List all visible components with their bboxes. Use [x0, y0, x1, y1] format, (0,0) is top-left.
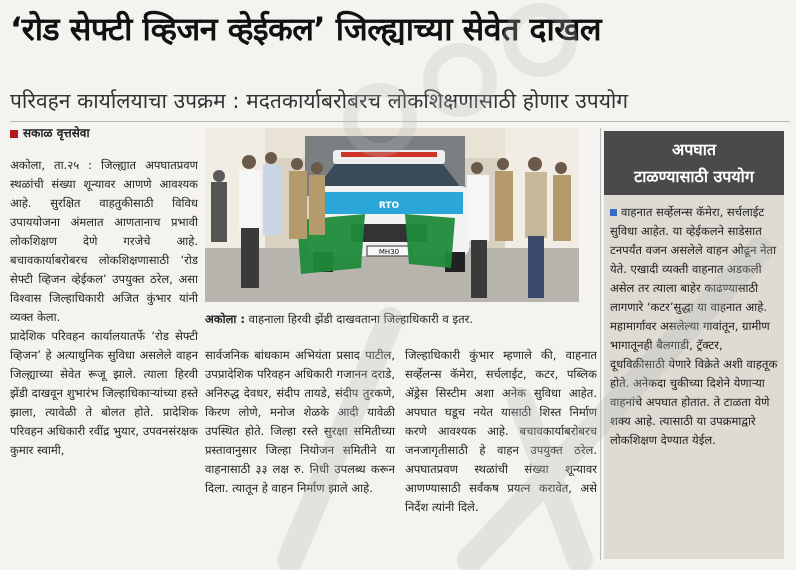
sidebar-title-line-1: अपघात	[671, 140, 717, 159]
article-paragraph: सार्वजनिक बांधकाम अभियंता प्रसाद पाटील, उपप्रादेशिक परिवहन अधिकारी गजानन दराडे, अनिरुद्ध देवधर, संदीप तायडे, संदीप तुरकणे, किरण लोणे, मनोज शेळके आदी यावेळी उपस्थित होते. जिल्हा रस्ते सुरक्षा समितीच्या प्रस्तावानुसार जिल्हा नियोजन समितीने या वाहनासाठी ३३ लक्ष रु. निधी उपलब्ध करून दिला. त्यातून हे वाहन निर्माण झाले आहे.	[205, 348, 395, 495]
article-column-1	[10, 156, 198, 561]
sidebar-body	[610, 203, 780, 450]
news-photo	[205, 128, 579, 302]
bullet-icon	[610, 209, 617, 216]
byline	[10, 123, 90, 143]
column-divider	[600, 128, 601, 560]
vehicle-label: RTO	[378, 201, 400, 211]
subheadline: परिवहन कार्यालयाचा उपक्रम : मदतकार्याबरोबरच लोकशिक्षणासाठी होणार उपयोग	[10, 89, 629, 113]
number-plate: MH30	[378, 248, 400, 256]
sidebar-title	[604, 131, 784, 195]
news-photo-illustration	[205, 128, 579, 302]
article-paragraph: अकोला, ता.२५ : जिल्ह्यात अपघातप्रवण स्थळांची संख्या शून्यावर आणणे आवश्यक आहे. सुरक्षित वाहतुकीसाठी विविध उपाययोजना अंमलात आणतानाच प्रभावी लोकशिक्षण देणे गरजेचे आहे. बचावकार्याबरोबरच लोकशिक्षणासाठी ‘रोड सेफ्टी व्हिजन व्हेईकल’ उपयुक्त ठरेल, असा विश्वास जिल्हाधिकारी अजित कुंभार यांनी व्यक्त केला.	[10, 158, 198, 324]
byline-text: सकाळ वृत्तसेवा	[23, 126, 90, 140]
divider	[10, 121, 790, 122]
headline: ‘रोड सेफ्टी व्हिजन व्हेईकल’ जिल्ह्याच्या सेवेत दाखल	[10, 10, 602, 48]
article-column-3	[405, 346, 597, 561]
article-paragraph: जिल्हाधिकारी कुंभार म्हणाले की, वाहनात सर्व्हेलन्स कॅमेरा, सर्चलाईट, कटर, पब्लिक ॲड्रेस सिस्टीम अशा अनेक सुविधा आहेत. अपघात घडूच नयेत यासाठी शिस्त निर्माण करणे आवश्यक आहे. बचावकार्याबरोबरच जनजागृतीसाठी हे वाहन उपयुक्त ठरेल. अपघातप्रवण स्थळांची संख्या शून्यावर आणण्यासाठी सर्वंकष प्रयत्न करावेत, असे निर्देश त्यांनी दिले.	[405, 348, 597, 514]
photo-caption	[205, 308, 597, 330]
byline-marker-icon	[10, 130, 18, 138]
caption-text: वाहनाला हिरवी झेंडी दाखवताना जिल्हाधिकारी व इतर.	[248, 312, 474, 326]
sidebar-text: वाहनात सर्व्हेलन्स कॅमेरा, सर्चलाईट सुविधा आहेत. या व्हेईकलने साडेसात टनपर्यंत वजन असलेले वाहन ओढून नेता येते. एखादी व्यक्ती वाहनात अडकली असेल तर त्याला बाहेर काढण्यासाठी लागणारे ‘कटर’सुद्धा या वाहनात आहे. महामार्गावर असलेल्या गावांतून, ग्रामीण भागातूनही बैलगाडी, ट्रॅक्टर, दूधविक्रीसाठी येणारे विक्रेते अशी वाहतूक होते. अनेकदा चुकीच्या दिशेने येणाऱ्या वाहनांचे अपघात होतात. ते टाळता येणे शक्य आहे. त्यासाठी या उपक्रमाद्वारे लोकशिक्षण देण्यात येईल.	[610, 205, 778, 447]
sidebar-box	[604, 131, 784, 559]
caption-place: अकोला :	[205, 312, 245, 326]
article-column-2	[205, 346, 395, 561]
article-paragraph: प्रादेशिक परिवहन कार्यालयातर्फे ‘रोड सेफ्टी व्हिजन’ हे अत्याधुनिक सुविधा असलेले वाहन जिल्ह्याच्या सेवेत रूजू झाले. त्याला हिरवी झेंडी दाखवून शुभारंभ जिल्हाधिकाऱ्यांच्या हस्ते झाला, त्यावेळी ते बोलत होते. प्रादेशिक परिवहन अधिकारी रवींद्र भुयार, उपवनसंरक्षक कुमार स्वामी,	[10, 329, 198, 457]
sidebar-title-line-2: टाळण्यासाठी उपयोग	[634, 167, 754, 186]
